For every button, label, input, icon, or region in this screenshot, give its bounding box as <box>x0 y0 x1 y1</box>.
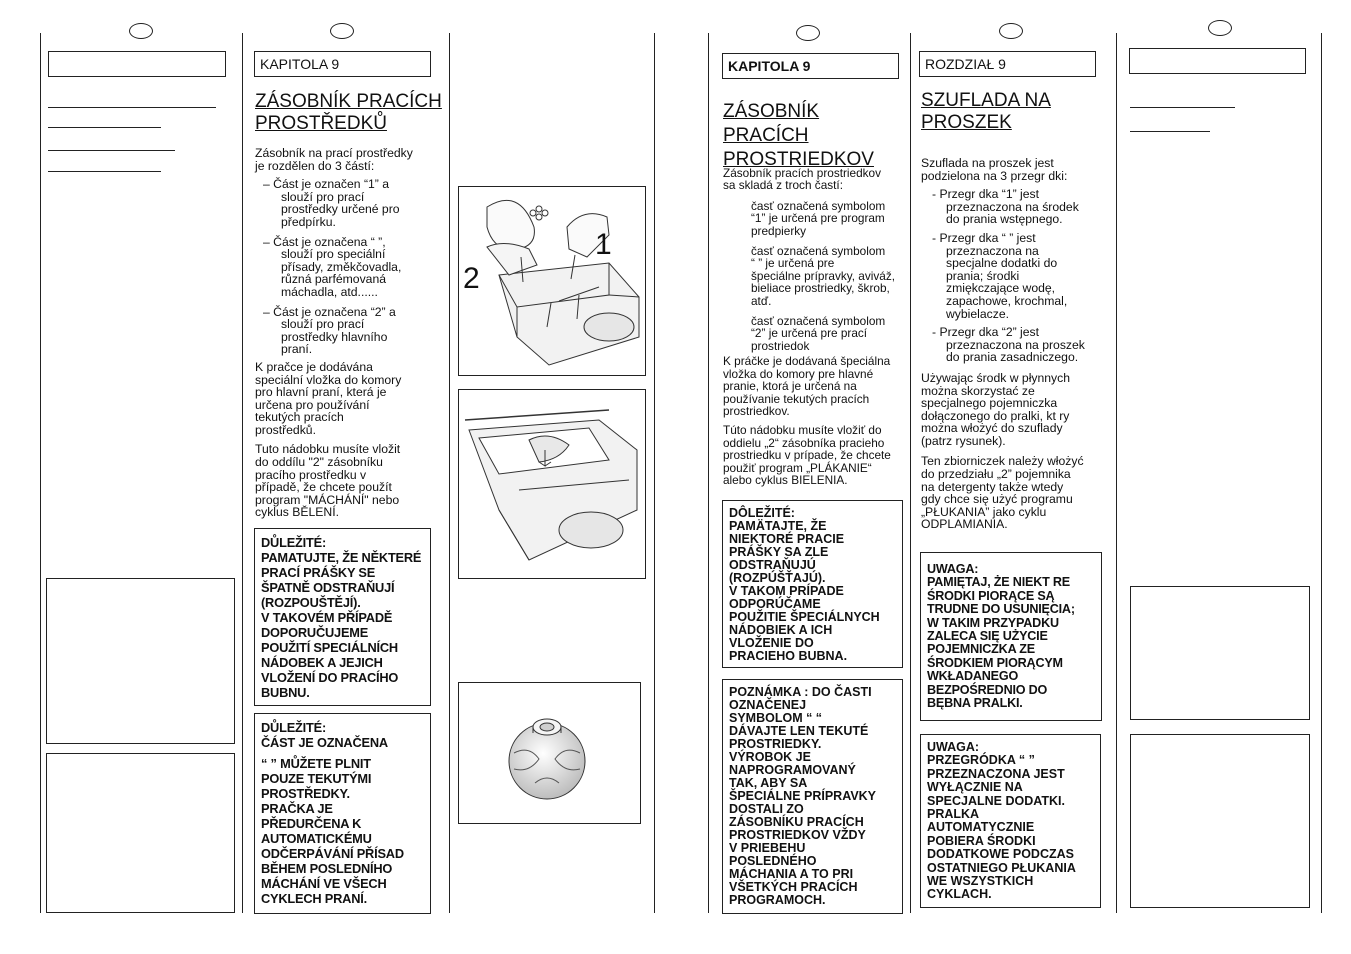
blank-title-line-right <box>1130 131 1210 132</box>
language-mark-3 <box>796 25 820 41</box>
slovak-body-text: Zásobník pracích prostriedkov sa skladá z troch častí: časť označená symbolom “1” je určená pre program predpierky časť označená symbolom “ ” je určená pre špeciálne prípravky, aviváž, bieliace prostriedky, škrob, atď. časť označená symbolom “2” je určená pre prací prostriedok K práčke je dodávaná špeciálna vložka do komory pre hlavné pranie, ktorá je určená na používanie tekutých pracích prostriedkov. Túto nádobku musíte vložiť do oddielu „2“ zásobníka pracieho prostriedku v prípade, že chcete použiť program „PLÁKANIE“ alebo cyklus BIELENIA. <box>723 166 896 487</box>
column-divider-7 <box>1116 33 1117 913</box>
czech-section-title: ZÁSOBNÍK PRACÍCH PROSTŘEDKŮ <box>255 91 442 134</box>
czech-chapter-header: KAPITOLA 9 <box>254 51 431 77</box>
blank-chapter-header-right <box>1129 48 1306 74</box>
polish-body-text: Szuflada na proszek jest podzielona na 3 przegr dki: - Przegr dka “1” jest przeznaczona na środek do prania wstępnego. - Przegr dka “ ” jest przeznaczona na specjalne dodatki do prania; środki zmiękczające wodę, zapachowe, krochmal, wybielacze. - Przegr dka “2” jest przeznaczona na proszek do prania zasadniczego. Używając środk w płynnych można skorzystać ze specjalnego pojemniczka dołączonego do pralki, kt ry można włożyć do szuflady (patrz rysunek). Ten zbiorniczek należy włożyć do przedziału „2” pojemnika na detergenty także wtedy gdy chce się użyć programu „PŁUKANIA” jako cyklu ODPLAMIANIA. <box>921 156 1085 532</box>
blank-notice-box-right <box>1130 734 1310 908</box>
blank-title-line-right <box>1130 107 1235 108</box>
blank-notice-box <box>46 753 235 913</box>
blank-title-line <box>48 150 175 151</box>
compartment-label-1: 1 <box>595 228 612 261</box>
blank-notice-box <box>46 578 235 744</box>
column-divider-5 <box>708 33 709 913</box>
blank-title-line <box>48 171 161 172</box>
slovak-section-title: ZÁSOBNÍK PRACÍCH PROSTRIEDKOV <box>723 101 874 170</box>
slovak-important-notice: DÔLEŽITÉ: PAMÄTAJTE, ŽE NIEKTORÉ PRACIE PRÁŠKY SA ZLE ODSTRAŇUJÚ (ROZPÚŠŤAJÚ). V TAKOM PRÍPADE ODPORÚČAME POUŽITIE ŠPECIÁLNYCH NÁDOBIEK A ICH VLOŽENIE DO PRACIEHO BUBNA. <box>722 500 903 668</box>
drawer-filling-figure <box>458 186 646 376</box>
polish-section-title: SZUFLADA NA PROSZEK <box>921 90 1051 133</box>
column-divider-4 <box>654 33 655 913</box>
polish-compartment-notice: UWAGA: PRZEGRÓDKA “ ” PRZEZNACZONA JEST WYŁĄCZNIE NA SPECJALNE DODATKI. PRALKA AUTOMATYCZNIE POBIERA ŚRODKI DODATKOWE PODCZAS OSTATNIEGO PŁUKANIA WE WSZYSTKICH CYKLACH. <box>920 734 1101 908</box>
blank-title-line <box>48 107 216 108</box>
drawer-insert-figure <box>458 389 646 579</box>
column-divider-1 <box>40 33 41 913</box>
blank-title-line <box>48 127 161 128</box>
blank-chapter-header <box>48 51 226 77</box>
column-divider-2 <box>242 33 243 913</box>
liquid-container-figure <box>458 682 641 824</box>
column-divider-6 <box>910 33 911 913</box>
language-mark-2 <box>330 23 354 39</box>
slovak-chapter-header: KAPITOLA 9 <box>722 53 899 79</box>
language-mark-5 <box>1208 20 1232 36</box>
compartment-label-2: 2 <box>463 262 480 295</box>
polish-chapter-header: ROZDZIAŁ 9 <box>919 51 1096 77</box>
czech-important-notice: DŮLEŽITÉ: PAMATUJTE, ŽE NĚKTERÉ PRACÍ PRÁŠKY SE ŠPATNĚ ODSTRAŇUJÍ (ROZPOUŠTĚJÍ). V TAKOVÉM PŘÍPADĚ DOPORUČUJEME POUŽITÍ SPECIÁLNÍCH NÁDOBEK A JEJICH VLOŽENÍ DO PRACÍHO BUBNU. <box>254 528 431 706</box>
czech-liquid-notice: DŮLEŽITÉ: ČÁST JE OZNAČENA “ ” MŮŽETE PLNIT POUZE TEKUTÝMI PROSTŘEDKY. PRAČKA JE PŘEDURČENA K AUTOMATICKÉMU ODČERPÁVÁNÍ PŘÍSAD BĚHEM POSLEDNÍHO MÁCHÁNÍ VE VŠECH CYKLECH PRANÍ. <box>254 713 431 914</box>
polish-important-notice: UWAGA: PAMIĘTAJ, ŻE NIEKT RE ŚRODKI PIORĄCE SĄ TRUDNE DO USUNIĘCIA; W TAKIM PRZYPADKU ZALECA SIĘ UŻYCIE POJEMNICZKA ZE ŚRODKIEM PIORĄCYM WKŁADANEGO BEZPOŚREDNIO DO BĘBNA PRALKI. <box>920 552 1102 721</box>
blank-notice-box-right <box>1130 586 1310 720</box>
language-mark-4 <box>999 23 1023 39</box>
language-mark-1 <box>129 23 153 39</box>
column-divider-8 <box>1321 33 1322 913</box>
czech-body-text: Zásobník na prací prostředky je rozdělen do 3 částí: – Část je označen “1” a slouží pro prací prostředky určené pro předpírku. – Část je označena “ ”, slouží pro speciální přísady, změkčovadla, různá parfémovaná máchadla, atd...... – Část je označena “2” a slouží pro prací prostředky hlavního praní. K pračce je dodávána speciální vložka do komory pro hlavní praní, která je určena pro používání tekutých pracích prostředků. Tuto nádobku musíte vložit do oddílu "2" zásobníku pracího prostředku v případě, že chcete použít program "MÁCHÁNÍ" nebo cyklus BĚLENÍ. <box>255 146 413 520</box>
slovak-liquid-notice: POZNÁMKA : DO ČASTI OZNAČENEJ SYMBOLOM “ “ DÁVAJTE LEN TEKUTÉ PROSTRIEDKY. VÝROBOK JE NAPROGRAMOVANÝ TAK, ABY SA ŠPECIÁLNE PRÍPRAVKY DOSTALI ZO ZÁSOBNÍKU PRACÍCH PROSTRIEDKOV VŽDY V PRIEBEHU POSLEDNÉHO MÁCHANIA A TO PRI VŠETKÝCH PRACÍCH PROGRAMOCH. <box>722 679 903 914</box>
column-divider-3 <box>449 33 450 913</box>
